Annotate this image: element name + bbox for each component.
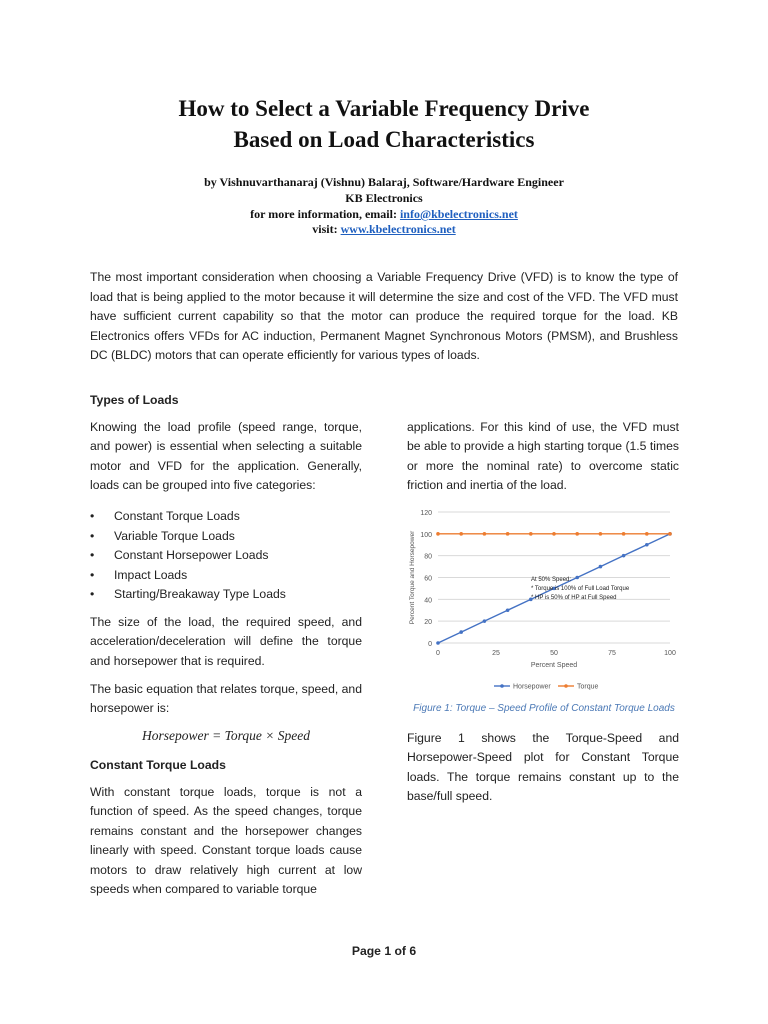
bullet-glyph: •	[90, 567, 95, 582]
horsepower-equation: Horsepower = Torque × Speed	[142, 728, 310, 743]
bullet-glyph: •	[90, 587, 95, 602]
right-column-top-block	[407, 418, 679, 496]
email-link[interactable]: info@kbelectronics.net	[399, 207, 518, 221]
data-point-torque	[552, 532, 556, 536]
x-tick-label: 0	[436, 650, 440, 657]
data-point-horsepower	[483, 619, 487, 623]
x-tick-label: 75	[608, 650, 616, 657]
torque-speed-chart	[400, 502, 688, 698]
equation-intro-block	[90, 680, 362, 719]
x-tick-label: 25	[492, 650, 500, 657]
legend-swatch-marker	[500, 684, 504, 688]
y-tick-label: 100	[420, 531, 432, 539]
data-point-horsepower	[575, 576, 579, 580]
chart-annotation-line: At 50% Speed:	[531, 577, 572, 583]
load-size-block	[90, 613, 362, 671]
list-item: • Variable Torque Loads	[90, 527, 286, 547]
types-of-loads-heading: Types of Loads	[90, 393, 179, 407]
data-point-torque	[459, 532, 463, 536]
data-point-torque	[506, 532, 510, 536]
y-tick-label: 20	[424, 619, 432, 627]
types-of-loads-paragraph: Knowing the load profile (speed range, torque, and power) is essential when selecting a suitable motor and VFD for the application. Generally, loads can be grouped into five categories:	[90, 420, 362, 493]
bullet-glyph: •	[90, 509, 95, 523]
data-point-torque	[668, 532, 672, 536]
data-point-horsepower	[506, 608, 510, 612]
email-prefix: for more information, email:	[250, 207, 400, 221]
figure-description-block	[407, 729, 679, 807]
list-item: • Constant Torque Loads	[90, 507, 286, 527]
constant-torque-block	[90, 783, 362, 899]
website-line	[0, 222, 768, 237]
list-item: • Constant Horsepower Loads	[90, 546, 286, 566]
author-line: by Vishnuvarthanaraj (Vishnu) Balaraj, Software/Hardware Engineer	[204, 175, 564, 189]
x-axis-label: Percent Speed	[530, 662, 578, 669]
data-point-horsepower	[645, 543, 649, 547]
y-tick-label: 120	[420, 510, 432, 517]
equation-intro-paragraph: The basic equation that relates torque, speed, and horsepower is:	[90, 682, 362, 716]
x-tick-label: 50	[550, 650, 558, 657]
data-point-torque	[599, 532, 603, 536]
x-tick-label: 100	[664, 650, 676, 657]
document-title-line-1: How to Select a Variable Frequency Drive	[178, 96, 590, 121]
load-categories-list	[90, 507, 286, 605]
website-link[interactable]: www.kbelectronics.net	[340, 222, 456, 236]
list-item: • Impact Loads	[90, 566, 286, 586]
data-point-torque	[483, 532, 487, 536]
data-point-horsepower	[622, 554, 626, 558]
y-tick-label: 40	[424, 597, 432, 605]
constant-torque-paragraph: With constant torque loads, torque is not a function of speed. As the speed changes, torque remains constant and the horsepower changes linearly with speed. Constant torque loads cause motors to draw relatively high current at low speeds when compared to variable torque	[90, 785, 362, 897]
constant-torque-heading: Constant Torque Loads	[90, 758, 226, 772]
list-item: • Starting/Breakaway Type Loads	[90, 585, 286, 605]
y-tick-label: 80	[424, 553, 432, 561]
y-tick-label: 0	[428, 641, 432, 648]
bullet-glyph: •	[90, 528, 95, 543]
data-point-torque	[529, 532, 533, 536]
bullet-glyph: •	[90, 548, 95, 563]
legend-label: Torque	[577, 683, 599, 691]
data-point-horsepower	[436, 641, 440, 645]
document-title-line-2: Based on Load Characteristics	[233, 127, 535, 152]
load-size-paragraph: The size of the load, the required speed, and acceleration/deceleration will define the torque and horsepower that is required.	[90, 615, 362, 668]
starting-torque-paragraph: applications. For this kind of use, the VFD must be able to provide a high starting torque (1.5 times or more the nominal rate) to overcome static friction and inertia of the load.	[407, 420, 679, 493]
email-line	[0, 207, 768, 222]
page-number: Page 1 of 6	[351, 944, 417, 958]
legend-label: Horsepower	[513, 683, 551, 691]
y-tick-label: 60	[424, 575, 432, 583]
company-line: KB Electronics	[345, 191, 423, 205]
types-of-loads-intro-block	[90, 418, 362, 496]
y-axis-label: Percent Torque and Horsepower	[409, 530, 416, 625]
legend-swatch-marker	[564, 684, 568, 688]
chart-annotation-line: * Torque is 100% of Full Load Torque	[531, 586, 630, 592]
chart-annotation-line: * HP is 50% of HP at Full Speed	[531, 595, 617, 601]
intro-paragraph: The most important consideration when choosing a Variable Frequency Drive (VFD) is to know the type of load that is being applied to the motor because it will determine the size and cost of the VFD. The VFD must have sufficient current capability so that the motor can produce the required torque for the load. KB Electronics offers VFDs for AC induction, Permanent Magnet Synchronous Motors (PMSM), and Brushless DC (BLDC) motors that can operate efficiently for various types of loads.	[90, 270, 678, 363]
data-point-torque	[436, 532, 440, 536]
figure-description-paragraph: Figure 1 shows the Torque-Speed and Horsepower-Speed plot for Constant Torque loads. The torque remains constant up to the base/full speed.	[407, 731, 679, 804]
figure-caption: Figure 1: Torque – Speed Profile of Constant Torque Loads	[413, 703, 675, 714]
website-prefix: visit:	[312, 222, 341, 236]
data-point-torque	[575, 532, 579, 536]
data-point-torque	[622, 532, 626, 536]
data-point-horsepower	[599, 565, 603, 569]
data-point-horsepower	[459, 630, 463, 634]
data-point-torque	[645, 532, 649, 536]
